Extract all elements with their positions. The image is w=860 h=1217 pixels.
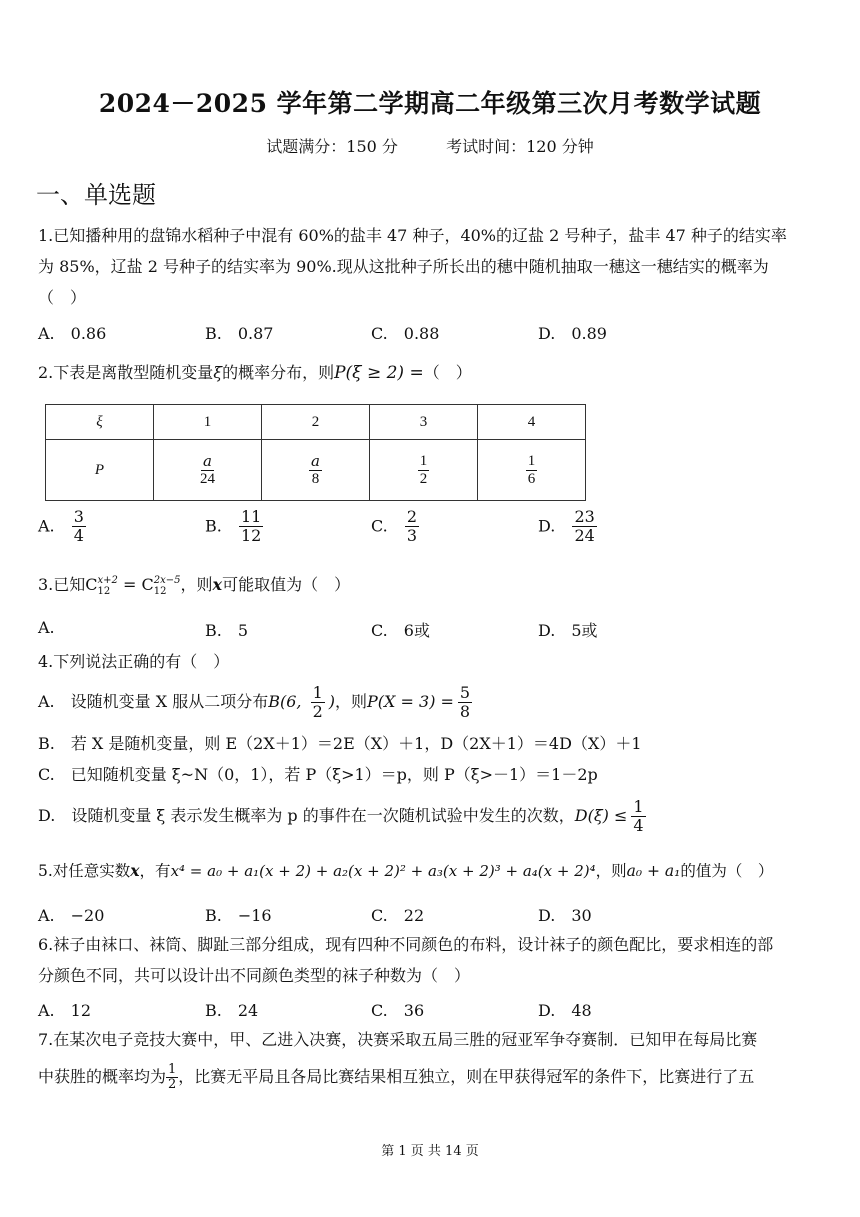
fraction-numerator: 5 <box>459 683 471 703</box>
question-7 <box>38 1024 828 1092</box>
fraction-denominator: 2 <box>419 470 428 487</box>
probability-expression: P(X = 3) = <box>367 692 454 711</box>
probability-expression: P(ξ ≥ 2) = <box>334 363 424 383</box>
question-3-text: 3.已知 <box>38 575 86 594</box>
question-1-line: 1.已知播种用的盘锦水稻种子中混有 60%的盐丰 47 种子，40%的辽盐 2 号种子，盐丰 47 种子的结实率 <box>38 226 787 245</box>
fraction-denominator: 24 <box>574 525 595 545</box>
table-cell: 4 <box>478 405 586 440</box>
question-4-option-d[interactable] <box>38 796 828 836</box>
option-d[interactable]: D. 0.89 <box>538 324 607 343</box>
table-cell: 2 <box>262 405 370 440</box>
table-cell: 1 <box>154 405 262 440</box>
table-cell <box>478 440 586 501</box>
variance-expression: D(ξ) ≤ <box>574 806 628 825</box>
option-b[interactable]: B. 24 <box>205 1001 259 1020</box>
option-b[interactable] <box>205 508 267 544</box>
option-d-text: D. 设随机变量 ξ 表示发生概率为 p 的事件在一次随机试验中发生的次数， <box>38 806 575 825</box>
option-a[interactable]: A. 0.86 <box>38 324 107 343</box>
combination-superscript: 2x−5 <box>153 574 181 586</box>
variable-x: x <box>212 575 223 594</box>
fraction-denominator: 12 <box>240 525 262 545</box>
question-5-text: ，则 <box>595 862 627 880</box>
question-5-text: 5.对任意实数 <box>38 862 131 880</box>
option-b[interactable]: B. 0.87 <box>205 324 274 343</box>
section-title: 一、单选题 <box>36 181 156 209</box>
fraction-denominator: 24 <box>200 470 215 487</box>
question-1-line: 为 85%，辽盐 2 号种子的结实率为 90%.现从这批种子所长出的穗中随机抽取一穗这一穗结实的概率为 <box>38 257 769 276</box>
option-c[interactable]: C. 0.88 <box>371 324 440 343</box>
option-c[interactable] <box>371 508 423 544</box>
table-cell <box>154 440 262 501</box>
question-4-option-b[interactable]: B. 若 X 是随机变量，则 E（2X＋1）＝2E（X）＋1，D（2X＋1）＝4D（X）＋1 <box>38 734 642 753</box>
question-4-option-c[interactable]: C. 已知随机变量 ξ~N（0，1），若 P（ξ>1）＝p，则 P（ξ>－1）＝1－2p <box>38 765 598 784</box>
combination-symbol: C <box>141 575 154 594</box>
fraction-denominator: 4 <box>633 816 644 835</box>
combination-symbol: C <box>85 575 98 594</box>
question-7-text: 中获胜的概率均为 <box>38 1067 167 1086</box>
option-label: B. <box>205 516 222 536</box>
option-d[interactable]: D. 30 <box>538 906 592 925</box>
variable-x: x <box>130 861 140 880</box>
question-2-text: 的概率分布，则 <box>222 363 335 382</box>
exam-title: 2024－2025 学年第二学期高二年级第三次月考数学试题 <box>98 89 762 118</box>
question-2-options <box>38 508 828 558</box>
question-4-option-a[interactable] <box>38 682 828 722</box>
question-5 <box>38 855 828 887</box>
option-label: A. <box>38 516 55 536</box>
option-a-text: ，则 <box>335 692 368 711</box>
question-3-text: ，则 <box>180 575 213 594</box>
option-a[interactable] <box>38 508 90 544</box>
xi-symbol: ξ <box>213 363 223 382</box>
question-7-line: 7.在某次电子竞技大赛中，甲、乙进入决赛，决赛采取五局三胜的冠亚军争夺赛制．已知甲在每局比赛 <box>38 1030 758 1049</box>
option-c[interactable]: C. 36 <box>371 1001 425 1020</box>
question-2-tail: （ ） <box>423 363 472 382</box>
option-a[interactable]: A. −20 <box>38 906 105 925</box>
option-b[interactable]: B. −16 <box>205 906 272 925</box>
option-label: C. <box>371 516 388 536</box>
question-5-text: ，有 <box>139 862 171 880</box>
combination-subscript: 12 <box>153 585 167 597</box>
sum-expression: a₀ + a₁ <box>626 862 681 880</box>
question-4-stem: 4.下列说法正确的有（ ） <box>38 652 230 671</box>
fraction-denominator: 2 <box>168 1077 177 1092</box>
fraction-numerator: 1 <box>168 1061 177 1077</box>
polynomial-expression: x⁴ = a₀ + a₁(x + 2) + a₂(x + 2)² + a₃(x + 2)³ + a₄(x + 2)⁴ <box>170 862 596 880</box>
fraction-numerator: 1 <box>633 797 644 817</box>
question-7-text: ，比赛无平局且各局比赛结果相互独立，则在甲获得冠军的条件下，比赛进行了五 <box>178 1067 755 1086</box>
fraction-numerator: 11 <box>240 507 262 526</box>
fraction-denominator: 2 <box>312 702 323 721</box>
fraction-denominator: 4 <box>73 525 84 545</box>
exam-time: 考试时间：120 分钟 <box>446 137 594 156</box>
question-6-line: 分颜色不同，共可以设计出不同颜色类型的袜子种数为（ ） <box>38 966 471 985</box>
option-c[interactable]: C. 6或 <box>371 621 430 640</box>
question-5-text: 的值为（ ） <box>680 862 774 880</box>
option-b[interactable]: B. 5 <box>205 621 249 640</box>
table-row <box>46 440 586 501</box>
question-3 <box>38 569 828 600</box>
fraction-numerator: 1 <box>419 453 428 469</box>
table-cell: P <box>46 440 154 501</box>
table-cell <box>370 440 478 501</box>
option-a[interactable]: A. <box>38 618 55 637</box>
table-cell <box>262 440 370 501</box>
question-1 <box>38 220 828 313</box>
question-6-line: 6.袜子由袜口、袜筒、脚趾三部分组成，现有四种不同颜色的布料，设计袜子的颜色配比，要求相连的部 <box>38 935 774 954</box>
table-cell: 3 <box>370 405 478 440</box>
binomial-expression-end: ) <box>328 692 336 711</box>
fraction-numerator: 23 <box>574 507 595 526</box>
combination-superscript: x+2 <box>97 574 118 586</box>
table-cell: ξ <box>46 405 154 440</box>
fraction-denominator: 8 <box>311 470 320 487</box>
fraction-numerator: 2 <box>406 507 418 526</box>
question-7-line <box>38 1061 828 1092</box>
option-d[interactable]: D. 5或 <box>538 621 598 640</box>
question-1-line: （ ） <box>38 288 87 307</box>
option-label: D. <box>538 516 556 536</box>
fraction-denominator: 3 <box>406 525 418 545</box>
option-c[interactable]: C. 22 <box>371 906 425 925</box>
option-d[interactable]: D. 48 <box>538 1001 592 1020</box>
fraction-denominator: 6 <box>527 470 536 487</box>
equals-sign: = <box>123 575 137 594</box>
option-a[interactable]: A. 12 <box>38 1001 92 1020</box>
page-footer: 第 1 页 共 14 页 <box>381 1144 479 1159</box>
fraction-numerator: a <box>311 452 320 470</box>
question-2 <box>38 357 828 389</box>
combination-expression <box>85 574 181 597</box>
exam-info <box>0 134 860 157</box>
fraction-numerator: 1 <box>312 683 323 703</box>
option-d[interactable] <box>538 508 601 544</box>
table-row <box>46 405 586 440</box>
probability-table <box>45 404 586 501</box>
question-2-text: 2.下表是离散型随机变量 <box>38 363 214 382</box>
question-6 <box>38 929 828 991</box>
fraction-numerator: 3 <box>73 507 84 526</box>
fraction-numerator: 1 <box>527 453 536 469</box>
option-a-text: A. 设随机变量 X 服从二项分布 <box>38 692 269 711</box>
binomial-expression: B(6, <box>268 692 307 711</box>
full-score: 试题满分：150 分 <box>266 137 398 156</box>
question-3-text: 可能取值为（ ） <box>222 575 351 594</box>
combination-subscript: 12 <box>97 585 111 597</box>
fraction-denominator: 8 <box>459 702 471 721</box>
fraction-numerator: a <box>203 452 212 470</box>
